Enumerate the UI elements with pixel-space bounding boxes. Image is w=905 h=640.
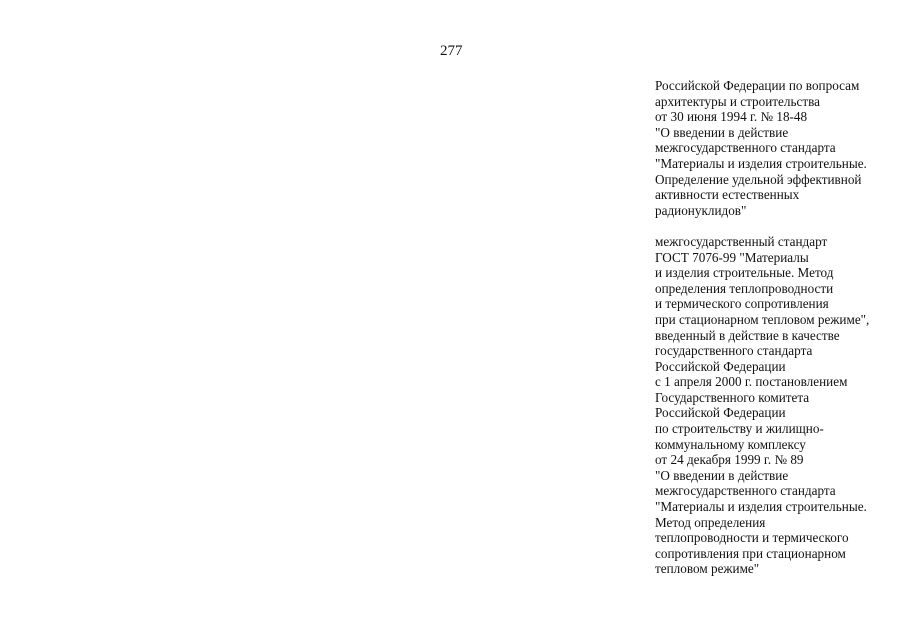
text-column [655,78,895,577]
text-block-2 [655,234,895,577]
text-line: "Материалы и изделия строительные. [655,499,867,515]
text-line: Метод определения [655,514,766,530]
text-line: и изделия строительные. Метод [655,265,834,281]
text-line: межгосударственного стандарта [655,483,836,499]
text-line: и термического сопротивления [655,296,829,312]
text-line: Российской Федерации по вопросам [655,78,860,93]
text-line: "Материалы и изделия строительные. [655,155,867,171]
text-line: "О введении в действие [655,124,789,140]
text-line: теплопроводности и термического [655,530,849,546]
text-line: Государственного комитета [655,389,810,405]
text-line: определения теплопроводности [655,280,834,296]
text-line: с 1 апреля 2000 г. постановлением [655,374,848,390]
text-line: тепловом режиме" [655,561,760,577]
text-line: радионуклидов" [655,202,747,218]
text-line: межгосударственный стандарт [655,233,828,249]
text-line: ГОСТ 7076-99 "Материалы [655,249,809,265]
text-line: активности естественных [655,187,800,203]
text-line: по строительству и жилищно- [655,421,824,437]
text-line: Определение удельной эффективной [655,171,862,187]
text-line: введенный в действие в качестве [655,327,840,343]
text-line: от 24 декабря 1999 г. № 89 [655,452,804,468]
page-number: 277 [440,43,463,59]
text-line: при стационарном тепловом режиме", [655,311,870,327]
text-line: архитектуры и строительства [655,93,820,109]
text-line: государственного стандарта [655,343,813,359]
text-line: от 30 июня 1994 г. № 18-48 [655,109,808,125]
text-line: "О введении в действие [655,467,789,483]
text-line: сопротивления при стационарном [655,545,846,561]
text-block-1 [655,78,895,218]
text-line: Российской Федерации [655,405,786,421]
text-line: коммунальному комплексу [655,436,806,452]
text-line: межгосударственного стандарта [655,140,836,156]
text-line: Российской Федерации [655,358,786,374]
